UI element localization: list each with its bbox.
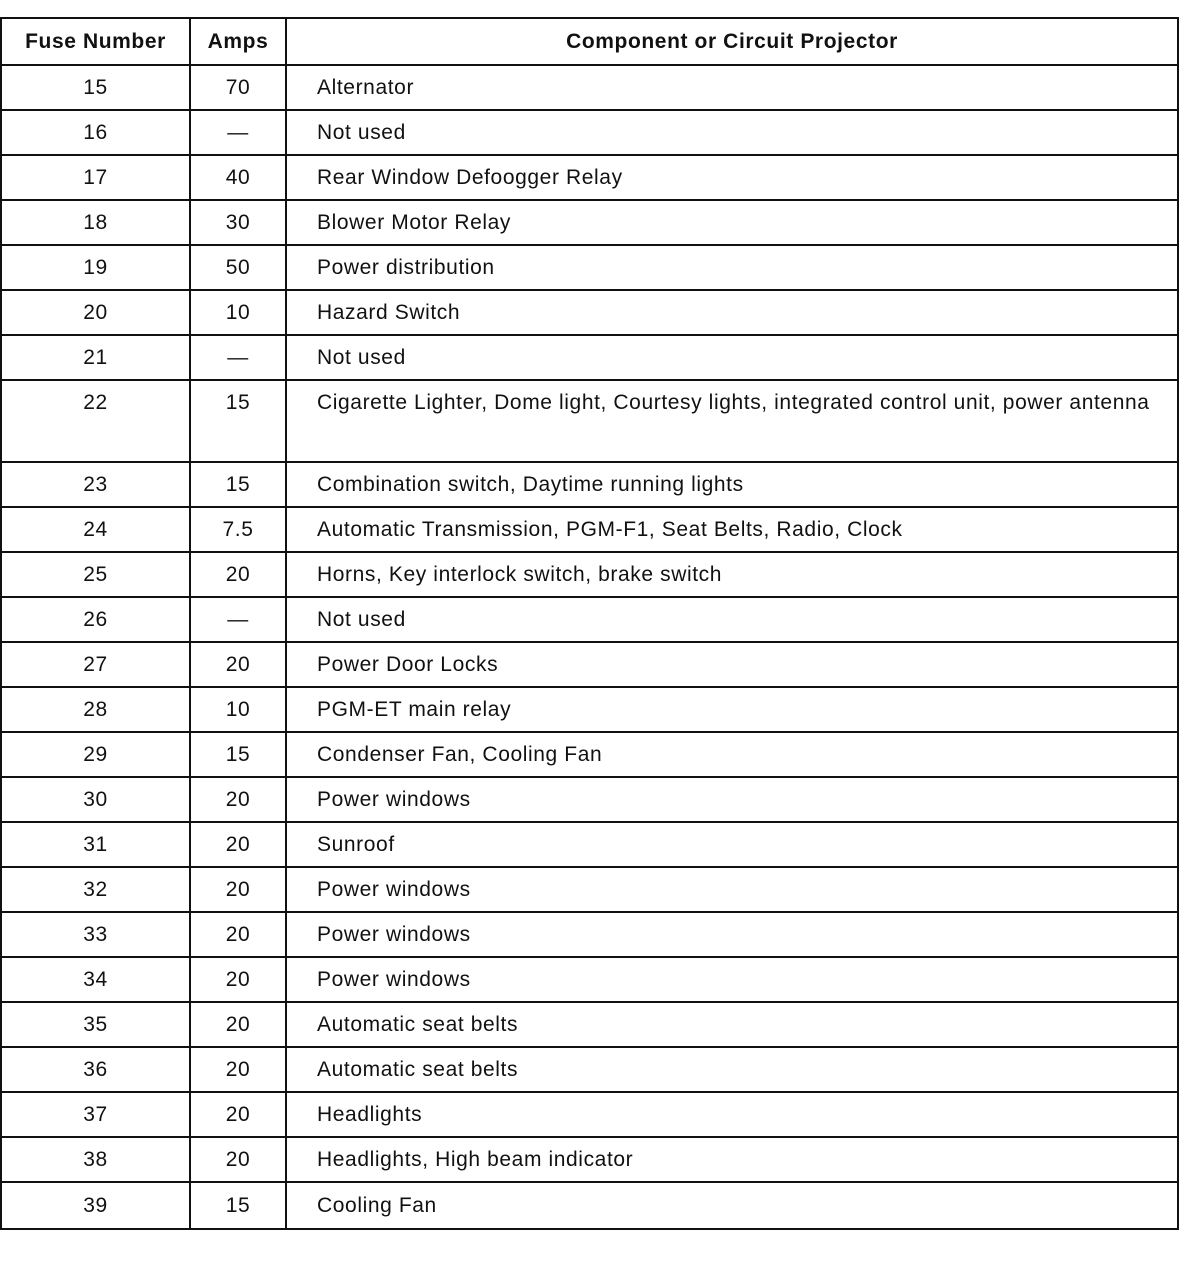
component-cell: Alternator bbox=[286, 65, 1178, 110]
fuse-number-cell: 33 bbox=[1, 912, 190, 957]
table-row bbox=[1, 1047, 1178, 1092]
table-row bbox=[1, 777, 1178, 822]
component-cell: Power windows bbox=[286, 777, 1178, 822]
header-fuse-number: Fuse Number bbox=[1, 18, 190, 65]
table-row bbox=[1, 155, 1178, 200]
component-cell: Sunroof bbox=[286, 822, 1178, 867]
amps-cell: 20 bbox=[190, 1047, 286, 1092]
fuse-number-cell: 27 bbox=[1, 642, 190, 687]
component-cell: Blower Motor Relay bbox=[286, 200, 1178, 245]
table-row bbox=[1, 642, 1178, 687]
component-cell: Headlights bbox=[286, 1092, 1178, 1137]
table-row bbox=[1, 335, 1178, 380]
header-amps: Amps bbox=[190, 18, 286, 65]
amps-cell: 20 bbox=[190, 912, 286, 957]
component-cell: Power windows bbox=[286, 912, 1178, 957]
fuse-number-cell: 19 bbox=[1, 245, 190, 290]
table-row bbox=[1, 822, 1178, 867]
amps-cell: 15 bbox=[190, 380, 286, 462]
fuse-number-cell: 36 bbox=[1, 1047, 190, 1092]
amps-cell: 20 bbox=[190, 822, 286, 867]
component-cell: Power Door Locks bbox=[286, 642, 1178, 687]
amps-cell: 20 bbox=[190, 642, 286, 687]
table-row bbox=[1, 687, 1178, 732]
amps-cell: 20 bbox=[190, 1092, 286, 1137]
amps-cell: — bbox=[190, 335, 286, 380]
component-cell: Condenser Fan, Cooling Fan bbox=[286, 732, 1178, 777]
table-row bbox=[1, 380, 1178, 462]
amps-cell: 20 bbox=[190, 1137, 286, 1182]
table-row bbox=[1, 290, 1178, 335]
fuse-table bbox=[0, 17, 1179, 1230]
amps-cell: — bbox=[190, 597, 286, 642]
component-cell: Headlights, High beam indicator bbox=[286, 1137, 1178, 1182]
table-row bbox=[1, 552, 1178, 597]
amps-cell: 50 bbox=[190, 245, 286, 290]
component-cell: Cigarette Lighter, Dome light, Courtesy lights, integrated control unit, power antenna bbox=[286, 380, 1178, 462]
amps-cell: 15 bbox=[190, 1182, 286, 1229]
table-row bbox=[1, 957, 1178, 1002]
fuse-number-cell: 29 bbox=[1, 732, 190, 777]
table-row bbox=[1, 200, 1178, 245]
component-cell: Combination switch, Daytime running lights bbox=[286, 462, 1178, 507]
fuse-number-cell: 26 bbox=[1, 597, 190, 642]
fuse-number-cell: 30 bbox=[1, 777, 190, 822]
component-cell: PGM-ET main relay bbox=[286, 687, 1178, 732]
table-body bbox=[1, 65, 1178, 1229]
fuse-number-cell: 37 bbox=[1, 1092, 190, 1137]
amps-cell: 30 bbox=[190, 200, 286, 245]
component-cell: Not used bbox=[286, 597, 1178, 642]
component-cell: Power windows bbox=[286, 867, 1178, 912]
amps-cell: 7.5 bbox=[190, 507, 286, 552]
amps-cell: 10 bbox=[190, 687, 286, 732]
fuse-number-cell: 32 bbox=[1, 867, 190, 912]
table-row bbox=[1, 732, 1178, 777]
fuse-number-cell: 22 bbox=[1, 380, 190, 462]
fuse-number-cell: 24 bbox=[1, 507, 190, 552]
table-row bbox=[1, 507, 1178, 552]
component-cell: Automatic seat belts bbox=[286, 1047, 1178, 1092]
amps-cell: — bbox=[190, 110, 286, 155]
amps-cell: 40 bbox=[190, 155, 286, 200]
component-cell: Cooling Fan bbox=[286, 1182, 1178, 1229]
fuse-number-cell: 31 bbox=[1, 822, 190, 867]
fuse-number-cell: 21 bbox=[1, 335, 190, 380]
amps-cell: 20 bbox=[190, 777, 286, 822]
component-cell: Not used bbox=[286, 110, 1178, 155]
header-row bbox=[1, 18, 1178, 65]
fuse-number-cell: 35 bbox=[1, 1002, 190, 1047]
component-cell: Automatic seat belts bbox=[286, 1002, 1178, 1047]
fuse-number-cell: 15 bbox=[1, 65, 190, 110]
amps-cell: 10 bbox=[190, 290, 286, 335]
amps-cell: 15 bbox=[190, 462, 286, 507]
amps-cell: 20 bbox=[190, 552, 286, 597]
fuse-number-cell: 17 bbox=[1, 155, 190, 200]
component-cell: Not used bbox=[286, 335, 1178, 380]
amps-cell: 20 bbox=[190, 1002, 286, 1047]
table-row bbox=[1, 1137, 1178, 1182]
fuse-number-cell: 16 bbox=[1, 110, 190, 155]
table-row bbox=[1, 597, 1178, 642]
fuse-number-cell: 18 bbox=[1, 200, 190, 245]
amps-cell: 70 bbox=[190, 65, 286, 110]
fuse-number-cell: 38 bbox=[1, 1137, 190, 1182]
fuse-number-cell: 34 bbox=[1, 957, 190, 1002]
component-cell: Power windows bbox=[286, 957, 1178, 1002]
component-cell: Horns, Key interlock switch, brake switch bbox=[286, 552, 1178, 597]
table-row bbox=[1, 462, 1178, 507]
amps-cell: 20 bbox=[190, 867, 286, 912]
table-row bbox=[1, 1092, 1178, 1137]
header-component: Component or Circuit Projector bbox=[286, 18, 1178, 65]
table-row bbox=[1, 867, 1178, 912]
fuse-number-cell: 25 bbox=[1, 552, 190, 597]
table-row bbox=[1, 1182, 1178, 1229]
fuse-number-cell: 20 bbox=[1, 290, 190, 335]
fuse-number-cell: 23 bbox=[1, 462, 190, 507]
fuse-number-cell: 39 bbox=[1, 1182, 190, 1229]
component-cell: Automatic Transmission, PGM-F1, Seat Belts, Radio, Clock bbox=[286, 507, 1178, 552]
table-row bbox=[1, 65, 1178, 110]
component-cell: Hazard Switch bbox=[286, 290, 1178, 335]
table-row bbox=[1, 110, 1178, 155]
table-row bbox=[1, 245, 1178, 290]
component-cell: Rear Window Defoogger Relay bbox=[286, 155, 1178, 200]
table-row bbox=[1, 1002, 1178, 1047]
fuse-number-cell: 28 bbox=[1, 687, 190, 732]
amps-cell: 15 bbox=[190, 732, 286, 777]
amps-cell: 20 bbox=[190, 957, 286, 1002]
table-row bbox=[1, 912, 1178, 957]
component-cell: Power distribution bbox=[286, 245, 1178, 290]
